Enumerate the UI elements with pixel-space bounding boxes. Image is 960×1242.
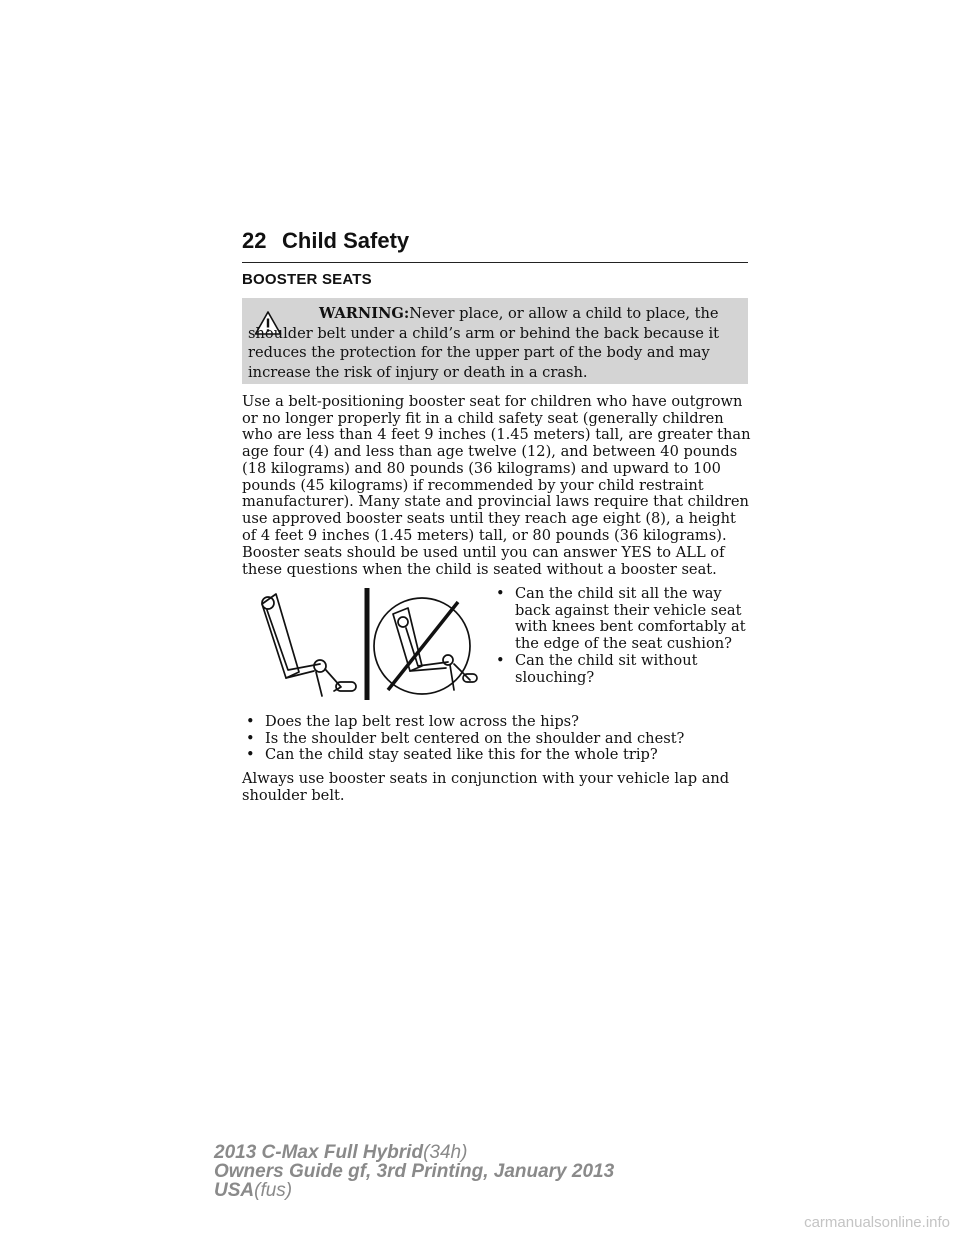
- document-footer: [214, 1143, 614, 1200]
- page-number: 22: [242, 228, 267, 253]
- booster-questions-intro: Booster seats should be used until you can answer YES to ALL of these questions when the child is seated without a booster seat.: [242, 544, 725, 578]
- warning-box: [242, 298, 748, 384]
- warning-label: WARNING:: [319, 305, 410, 322]
- booster-usage-paragraph: Use a belt-positioning booster seat for children who have outgrown or no longer properly fit in a child safety seat (generally children who are less than 4 feet 9 inches (1.45 meters) tall, are greater than age four (4) and less than age twelve (12), and between 40 pounds (18 kilograms) and 80 pounds (36 kilograms) and upward to 100 pounds (45 kilograms) if recommended by your child restraint manufacturer). Many state and provincial laws require that children use approved booster seats until they reach age eight (8), a height of 4 feet 9 inches (1.45 meters) tall, or 80 pounds (36 kilograms).: [242, 393, 751, 544]
- warning-message: Never place, or allow a child to place, the shoulder belt under a child’s arm or behind the back because it reduces the protection for the upper part of the body and may increase the risk of injury or death in a crash.: [248, 305, 719, 381]
- bullet-glyph: •: [246, 729, 255, 747]
- watermark: carmanualsonline.info: [804, 1214, 950, 1231]
- question-bullet-list: [242, 714, 754, 764]
- list-item: • Can the child sit without slouching?: [496, 651, 698, 686]
- footer-line-printing: Owners Guide gf, 3rd Printing, January 2013: [214, 1161, 615, 1182]
- bullet-glyph: •: [246, 713, 255, 730]
- list-item: • Is the shoulder belt centered on the shoulder and chest?: [246, 729, 685, 747]
- footer-line-region: USA(fus): [214, 1180, 293, 1201]
- section-heading: BOOSTER SEATS: [242, 271, 372, 288]
- page-header: [242, 226, 748, 263]
- footer-line-model: 2013 C-Max Full Hybrid(34h): [214, 1142, 468, 1163]
- warning-text: [248, 304, 744, 382]
- list-item: • Can the child stay seated like this for the whole trip?: [246, 746, 658, 764]
- side-bullet-list: [492, 586, 754, 686]
- closing-paragraph: Always use booster seats in conjunction with your vehicle lap and shoulder belt.: [242, 770, 730, 804]
- bullet-glyph: •: [246, 746, 255, 764]
- list-item: • Does the lap belt rest low across the hips?: [246, 713, 579, 730]
- list-item: • Can the child sit all the way back against their vehicle seat with knees bent comfortably at the edge of the seat cushion?: [496, 585, 746, 653]
- bullet-glyph: •: [496, 585, 505, 602]
- seating-position-illustration: [250, 586, 484, 702]
- chapter-title: Child Safety: [282, 228, 410, 253]
- bullet-glyph: •: [496, 651, 505, 669]
